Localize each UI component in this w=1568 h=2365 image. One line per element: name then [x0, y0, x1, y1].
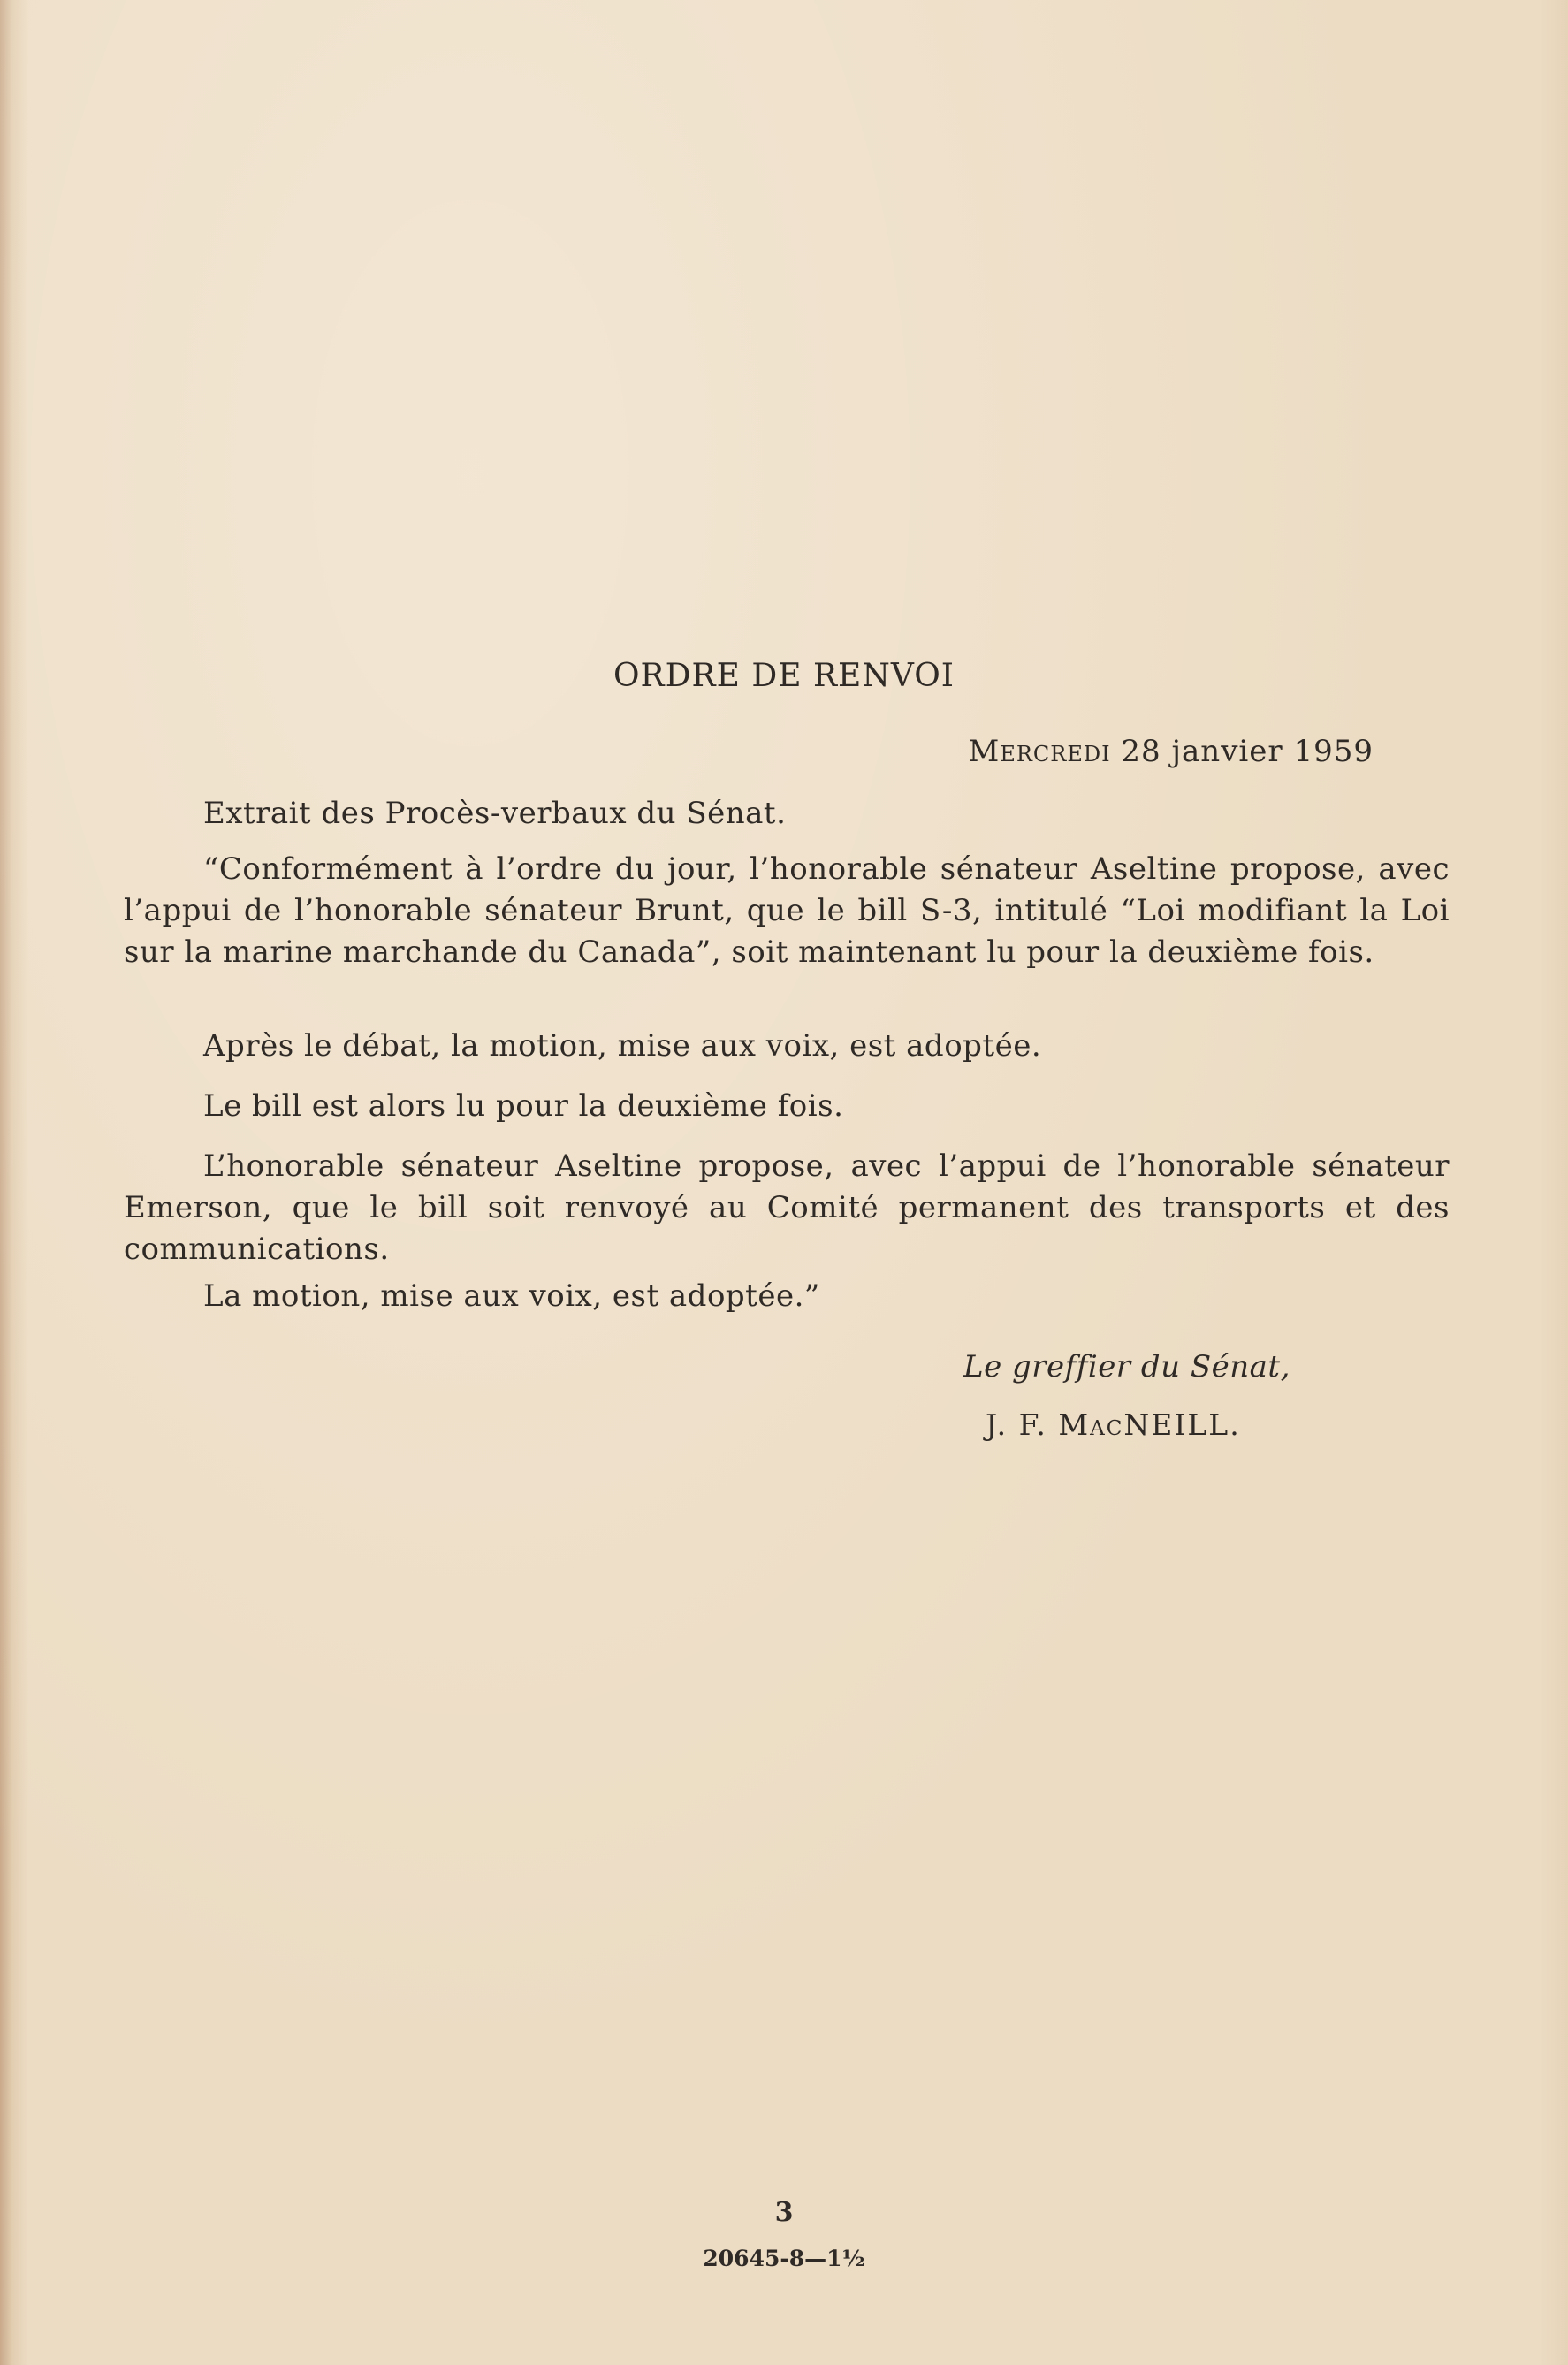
extract-line [124, 793, 1450, 835]
paragraph-debate [124, 1026, 1450, 1067]
print-code: 20645-8—1½ [703, 2246, 865, 2271]
signature-name [986, 1408, 1241, 1442]
paragraph-4-text: L’honorable sénateur Aseltine propose, avec l’appui de l’honorable sénateur Emerson, que le bill soit renvoyé au Comité permanent des transports et des communications. [124, 1148, 1450, 1267]
paragraph-referral [124, 1146, 1450, 1270]
paragraph-bill-read [124, 1086, 1450, 1127]
signature-name-rest: NEILL. [1123, 1408, 1241, 1442]
paragraph-motion-second-reading [124, 849, 1450, 973]
document-date [969, 734, 1374, 769]
date-rest: 28 janvier 1959 [1110, 734, 1374, 769]
extract-text: Extrait des Procès-verbaux du Sénat. [203, 796, 787, 831]
paragraph-2-text: Après le débat, la motion, mise aux voix, est adoptée. [203, 1028, 1042, 1064]
paragraph-5-text: La motion, mise aux voix, est adoptée.” [203, 1278, 820, 1314]
document-title: ORDRE DE RENVOI [613, 658, 955, 694]
paragraph-1-text: “Conformément à l’ordre du jour, l’honorable sénateur Aseltine propose, avec l’appui de l’honorable sénateur Brunt, que le bill S-3, intitulé “Loi modifiant la Loi sur la marine marchande du Canada”, soit maintenant lu pour la deuxième fois. [124, 851, 1450, 970]
page-number: 3 [774, 2197, 794, 2228]
signature-name-mac: Mac [1058, 1408, 1124, 1442]
date-day: Mercredi [968, 734, 1111, 769]
signature-title: Le greffier du Sénat, [963, 1349, 1290, 1385]
paragraph-3-text: Le bill est alors lu pour la deuxième fois. [203, 1088, 844, 1124]
signature-initials: J. F. [986, 1408, 1059, 1442]
paragraph-motion-adopted [124, 1276, 1450, 1317]
